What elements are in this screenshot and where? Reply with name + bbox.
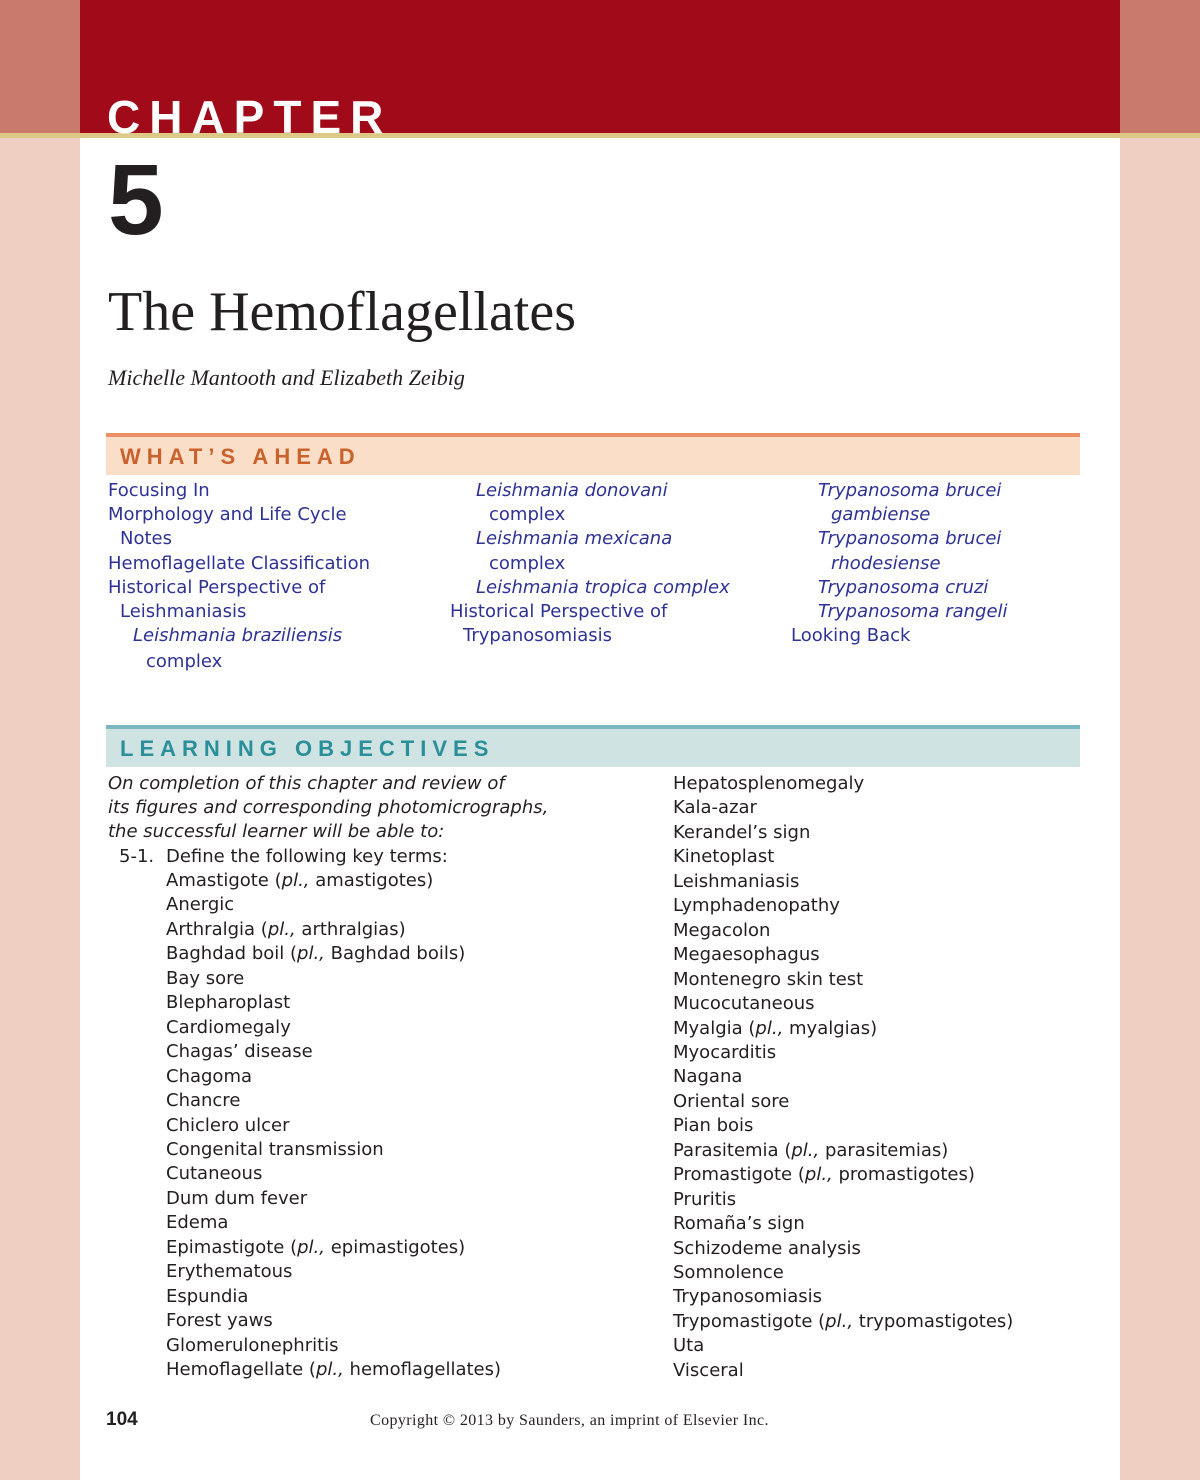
toc-link[interactable]: Leishmania braziliensis	[133, 625, 343, 646]
key-term: Cardiomegaly	[166, 1016, 291, 1038]
key-term: Schizodeme analysis	[673, 1237, 861, 1259]
key-term: Dum dum fever	[166, 1187, 308, 1209]
page-number: 104	[106, 1409, 138, 1430]
toc-link-text: Leishmania tropica complex	[476, 577, 730, 598]
toc-link[interactable]: Trypanosomiasis	[463, 625, 612, 646]
toc-link[interactable]: Trypanosoma rangeli	[818, 601, 1008, 622]
toc-link[interactable]: Hemoflagellate Classification	[108, 553, 371, 574]
plural-abbrev: pl.,	[755, 1017, 784, 1039]
key-term: Chiclero ulcer	[166, 1114, 290, 1136]
toc-link[interactable]: Looking Back	[791, 625, 911, 646]
plural-abbrev: pl.,	[825, 1310, 854, 1332]
chapter-authors: Michelle Mantooth and Elizabeth Zeibig	[108, 365, 465, 390]
toc-link[interactable]: complex	[146, 651, 223, 672]
whats-ahead-heading: WHAT’S AHEAD	[120, 444, 361, 469]
objective-number: 5-1.	[119, 846, 155, 867]
key-term: Edema	[166, 1212, 229, 1234]
key-term: Oriental sore	[673, 1090, 790, 1112]
learning-objectives-heading: LEARNING OBJECTIVES	[120, 736, 495, 761]
key-term: Montenegro skin test	[673, 968, 864, 990]
toc-link[interactable]: Historical Perspective of	[450, 601, 668, 622]
toc-link[interactable]: complex	[489, 553, 566, 574]
key-term: Arthralgia (pl., arthralgias)	[166, 918, 406, 940]
key-term: Megaesophagus	[673, 944, 820, 966]
key-term: Espundia	[166, 1285, 249, 1307]
key-term: Kerandel’s sign	[673, 821, 811, 843]
key-term: Congenital transmission	[166, 1138, 384, 1160]
toc-link[interactable]: Trypanosoma brucei	[818, 480, 1002, 501]
objective-text: Define the following key terms:	[166, 846, 448, 867]
toc-link[interactable]: gambiense	[831, 504, 931, 525]
plural-abbrev: pl.,	[297, 1236, 325, 1258]
plural-abbrev: pl.,	[281, 870, 310, 891]
toc-link[interactable]: rhodesiense	[831, 553, 941, 574]
key-term: Chagoma	[166, 1065, 253, 1087]
learning-objectives-header	[106, 725, 1080, 767]
chapter-label: CHAPTER	[107, 91, 393, 143]
key-term: Glomerulonephritis	[166, 1334, 339, 1356]
key-term: Visceral	[673, 1359, 744, 1381]
toc-link[interactable]: Trypanosoma cruzi	[818, 577, 989, 598]
key-term: Bay sore	[166, 967, 245, 989]
key-term: Chagas’ disease	[166, 1041, 313, 1063]
toc-link[interactable]: Trypanosoma brucei	[818, 528, 1002, 549]
key-term: Chancre	[166, 1090, 241, 1112]
key-term: Parasitemia (pl., parasitemias)	[673, 1139, 949, 1161]
key-term: Pian bois	[673, 1115, 754, 1137]
key-term: Anergic	[166, 894, 235, 916]
toc-link[interactable]: Leishmaniasis	[120, 601, 247, 622]
key-term: Somnolence	[673, 1262, 784, 1283]
plural-abbrev: pl.,	[267, 918, 296, 940]
key-term: Myalgia (pl., myalgias)	[673, 1017, 878, 1039]
toc-link[interactable]: Leishmania mexicana	[476, 528, 673, 549]
key-term: Baghdad boil (pl., Baghdad boils)	[166, 943, 466, 965]
objectives-intro: the successful learner will be able to:	[108, 821, 445, 842]
key-term: Myocarditis	[673, 1041, 777, 1063]
objectives-intro: On completion of this chapter and review of	[108, 773, 505, 794]
left-margin-band	[0, 0, 80, 133]
key-term: Trypanosomiasis	[673, 1286, 822, 1308]
toc-link[interactable]	[476, 576, 730, 600]
key-term: Kala-azar	[673, 797, 757, 819]
key-term: Hepatosplenomegaly	[673, 773, 865, 794]
key-term: Hemoflagellate (pl., hemoflagellates)	[166, 1359, 502, 1380]
key-term: Romaña’s sign	[673, 1213, 805, 1235]
key-term: Lymphadenopathy	[673, 895, 840, 917]
whats-ahead-header	[106, 433, 1080, 475]
objectives-intro: its figures and corresponding photomicrographs,	[108, 797, 549, 818]
toc-link[interactable]: Leishmania donovani	[476, 480, 668, 501]
toc-link[interactable]: Focusing In	[108, 480, 210, 501]
right-margin-band	[1120, 0, 1200, 133]
key-term: Pruritis	[673, 1188, 737, 1210]
chapter-number: 5	[108, 144, 164, 256]
key-term: Promastigote (pl., promastigotes)	[673, 1164, 975, 1186]
key-term: Forest yaws	[166, 1310, 273, 1332]
key-term: Trypomastigote (pl., trypomastigotes)	[673, 1310, 1014, 1332]
copyright-notice: Copyright © 2013 by Saunders, an imprint of Elsevier Inc.	[370, 1412, 769, 1429]
chapter-title: The Hemoflagellates	[108, 281, 577, 343]
plural-abbrev: pl.,	[297, 943, 325, 965]
key-term: Amastigote (pl., amastigotes)	[166, 870, 434, 891]
plural-abbrev: pl.,	[804, 1164, 833, 1186]
key-term: Blepharoplast	[166, 992, 291, 1014]
plural-abbrev: pl.,	[315, 1359, 344, 1380]
key-term: Cutaneous	[166, 1163, 263, 1185]
key-term: Erythematous	[166, 1261, 293, 1283]
toc-link[interactable]: Historical Perspective of	[108, 577, 326, 598]
toc-link[interactable]: Morphology and Life Cycle	[108, 504, 347, 525]
key-term: Epimastigote (pl., epimastigotes)	[166, 1236, 466, 1258]
key-term: Megacolon	[673, 919, 771, 941]
key-term: Uta	[673, 1335, 705, 1357]
toc-link[interactable]: Notes	[120, 528, 172, 549]
key-term: Kinetoplast	[673, 846, 775, 868]
key-term: Leishmaniasis	[673, 870, 800, 892]
key-term: Nagana	[673, 1066, 743, 1088]
plural-abbrev: pl.,	[791, 1139, 820, 1161]
toc-link[interactable]: complex	[489, 504, 566, 525]
key-term: Mucocutaneous	[673, 993, 815, 1015]
